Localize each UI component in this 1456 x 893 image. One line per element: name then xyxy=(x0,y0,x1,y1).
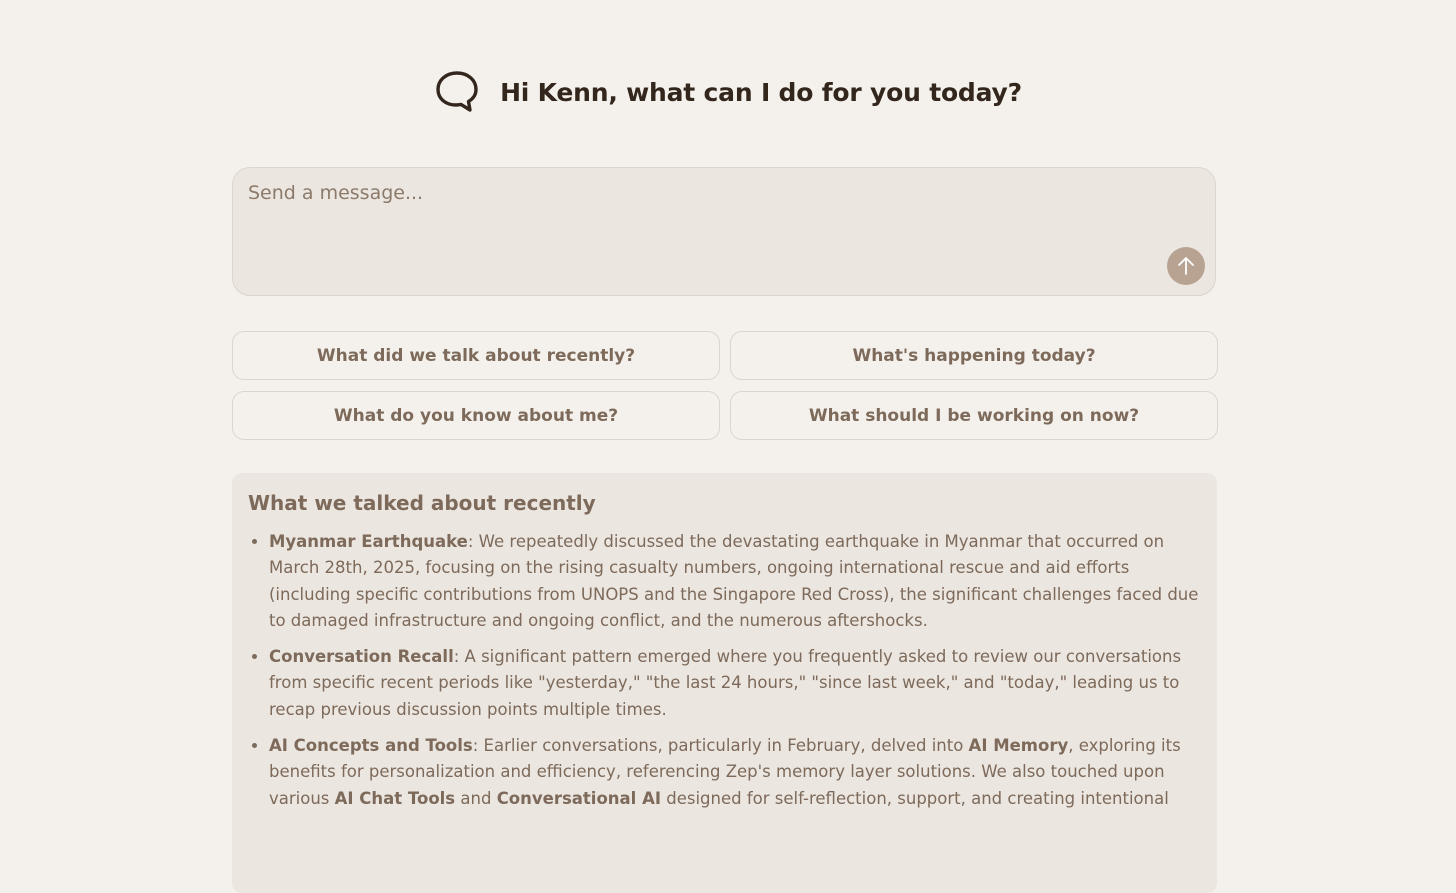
suggestion-working-on-button[interactable]: What should I be working on now? xyxy=(730,391,1218,440)
greeting-title: Hi Kenn, what can I do for you today? xyxy=(500,77,1022,107)
list-item xyxy=(269,733,1201,812)
list-item-text: : Earlier conversations, particularly in February, delved into xyxy=(472,736,969,756)
suggestion-happening-today-button[interactable]: What's happening today? xyxy=(730,331,1218,380)
suggestion-recent-talk-button[interactable]: What did we talk about recently? xyxy=(232,331,720,380)
speech-bubble-icon xyxy=(434,69,480,115)
list-item-text: , exploring its benefits for personalization and efficiency, referencing Zep's memory layer solutions. We also touched upon various xyxy=(269,736,1181,808)
list-item-topic: Conversation Recall xyxy=(269,647,454,667)
list-item-text: : We repeatedly discussed the devastating earthquake in Myanmar that occurred on March 28th, 2025, focusing on the rising casualty numbers, ongoing international rescue and aid efforts (including specific contributions from UNOPS and the Singapore Red Cross), the significant challenges faced due to damaged infrastructure and ongoing conflict, and the numerous aftershocks. xyxy=(269,532,1199,630)
list-item-topic: Conversational AI xyxy=(496,788,661,808)
suggestion-grid xyxy=(232,331,1218,440)
list-item-text: and xyxy=(455,788,497,808)
message-composer xyxy=(232,167,1216,296)
greeting-header xyxy=(0,66,1456,118)
list-item-topic: AI Chat Tools xyxy=(334,788,456,808)
list-item-topic: AI Concepts and Tools xyxy=(269,736,473,756)
list-item-topic: Myanmar Earthquake xyxy=(269,532,468,551)
message-input[interactable] xyxy=(248,182,1148,272)
list-item-text: designed for self-reflection, support, and creating intentional xyxy=(661,788,1169,808)
list-item xyxy=(269,529,1201,634)
suggestion-know-about-me-button[interactable]: What do you know about me? xyxy=(232,391,720,440)
list-item-topic: AI Memory xyxy=(968,736,1069,756)
list-item-text: : A significant pattern emerged where you frequently asked to review our conversations from specific recent periods like "yesterday," "the last 24 hours," "since last week," and "today," leading us to recap previous discussion points multiple times. xyxy=(269,647,1182,719)
list-item xyxy=(269,644,1201,723)
recent-summary-list xyxy=(248,529,1201,812)
send-button[interactable] xyxy=(1167,247,1205,285)
recent-summary-title: What we talked about recently xyxy=(248,491,596,515)
recent-summary-panel xyxy=(232,473,1217,893)
arrow-up-icon xyxy=(1175,255,1197,277)
